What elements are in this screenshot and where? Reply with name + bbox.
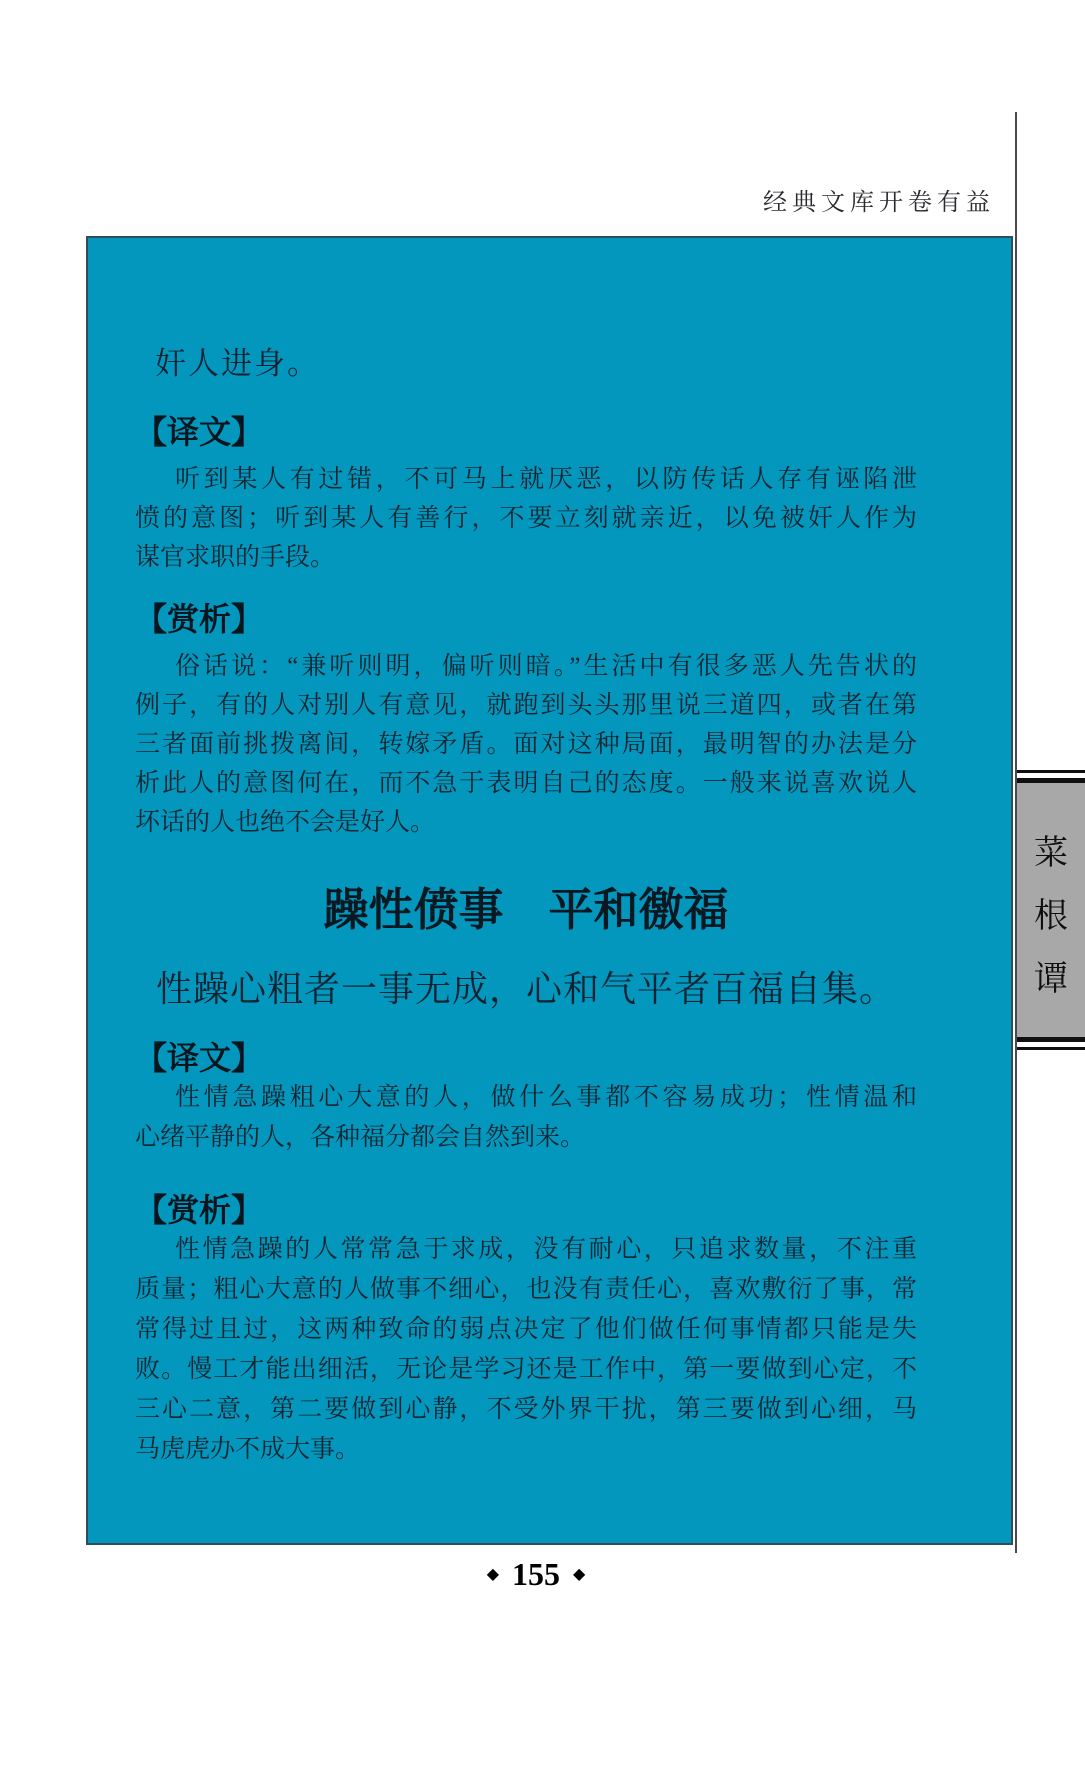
translation-line: 性情急躁粗心大意的人，做什么事都不容易成功；性情温和 xyxy=(175,1084,917,1111)
appreciation-line: 常得过且过，这两种致命的弱点决定了他们做任何事情都只能是失 xyxy=(135,1316,917,1343)
appreciation-line: 马虎虎办不成大事。 xyxy=(135,1436,361,1463)
translation-line: 听到某人有过错，不可马上就厌恶，以防传话人存有诬陷泄 xyxy=(175,466,917,493)
page-number: 155 xyxy=(512,1556,560,1592)
diamond-icon: ◆ xyxy=(486,1565,499,1583)
translation-label-2: 【译文】 xyxy=(135,1040,264,1076)
tab-border-line xyxy=(1017,1047,1085,1050)
previous-passage-tail: 奸人进身。 xyxy=(155,346,320,381)
translation-line: 谋官求职的手段。 xyxy=(135,544,336,571)
appreciation-paragraph-2 xyxy=(135,1230,917,1470)
translation-paragraph-1 xyxy=(135,460,917,577)
translation-paragraph-2 xyxy=(135,1078,917,1158)
appreciation-label-1: 【赏析】 xyxy=(135,601,264,637)
side-tab xyxy=(1017,770,1085,1050)
appreciation-line: 俗话说：“兼听则明，偏听则暗。”生活中有很多恶人先告状的 xyxy=(175,653,917,680)
tab-char: 谭 xyxy=(1034,961,1068,998)
book-title-vertical xyxy=(1017,783,1085,1037)
page-footer xyxy=(86,1556,986,1593)
original-text: 性躁心粗者一事无成，心和气平者百福自集。 xyxy=(155,969,896,1009)
appreciation-line: 析此人的意图何在，而不急于表明自己的态度。一般来说喜欢说人 xyxy=(135,770,917,797)
appreciation-paragraph-1 xyxy=(135,647,917,842)
appreciation-line: 性情急躁的人常常急于求成，没有耐心，只追求数量，不注重 xyxy=(175,1236,917,1263)
translation-line: 愤的意图；听到某人有善行，不要立刻就亲近，以免被奸人作为 xyxy=(135,505,917,532)
page-header: 经典文库开卷有益 xyxy=(763,190,995,216)
appreciation-line: 三心二意，第二要做到心静，不受外界干扰，第三要做到心细，马 xyxy=(135,1396,917,1423)
appreciation-line: 坏话的人也绝不会是好人。 xyxy=(135,809,436,836)
appreciation-line: 例子，有的人对别人有意见，就跑到头头那里说三道四，或者在第 xyxy=(135,692,917,719)
translation-line: 心绪平静的人，各种福分都会自然到来。 xyxy=(135,1124,586,1151)
appreciation-line: 质量；粗心大意的人做事不细心，也没有责任心，喜欢敷衍了事，常 xyxy=(135,1276,917,1303)
tab-char: 菜 xyxy=(1034,835,1068,872)
tab-char: 根 xyxy=(1034,898,1068,935)
appreciation-label-2: 【赏析】 xyxy=(135,1192,264,1228)
translation-label-1: 【译文】 xyxy=(135,414,264,450)
text-column xyxy=(135,238,917,1470)
section-title: 躁性偾事 平和徼福 xyxy=(323,885,729,935)
appreciation-line: 三者面前挑拨离间，转嫁矛盾。面对这种局面，最明智的办法是分 xyxy=(135,731,917,758)
content-panel xyxy=(86,236,1013,1545)
diamond-icon: ◆ xyxy=(573,1565,586,1583)
appreciation-line: 败。慢工才能出细活，无论是学习还是工作中，第一要做到心定，不 xyxy=(135,1356,917,1383)
